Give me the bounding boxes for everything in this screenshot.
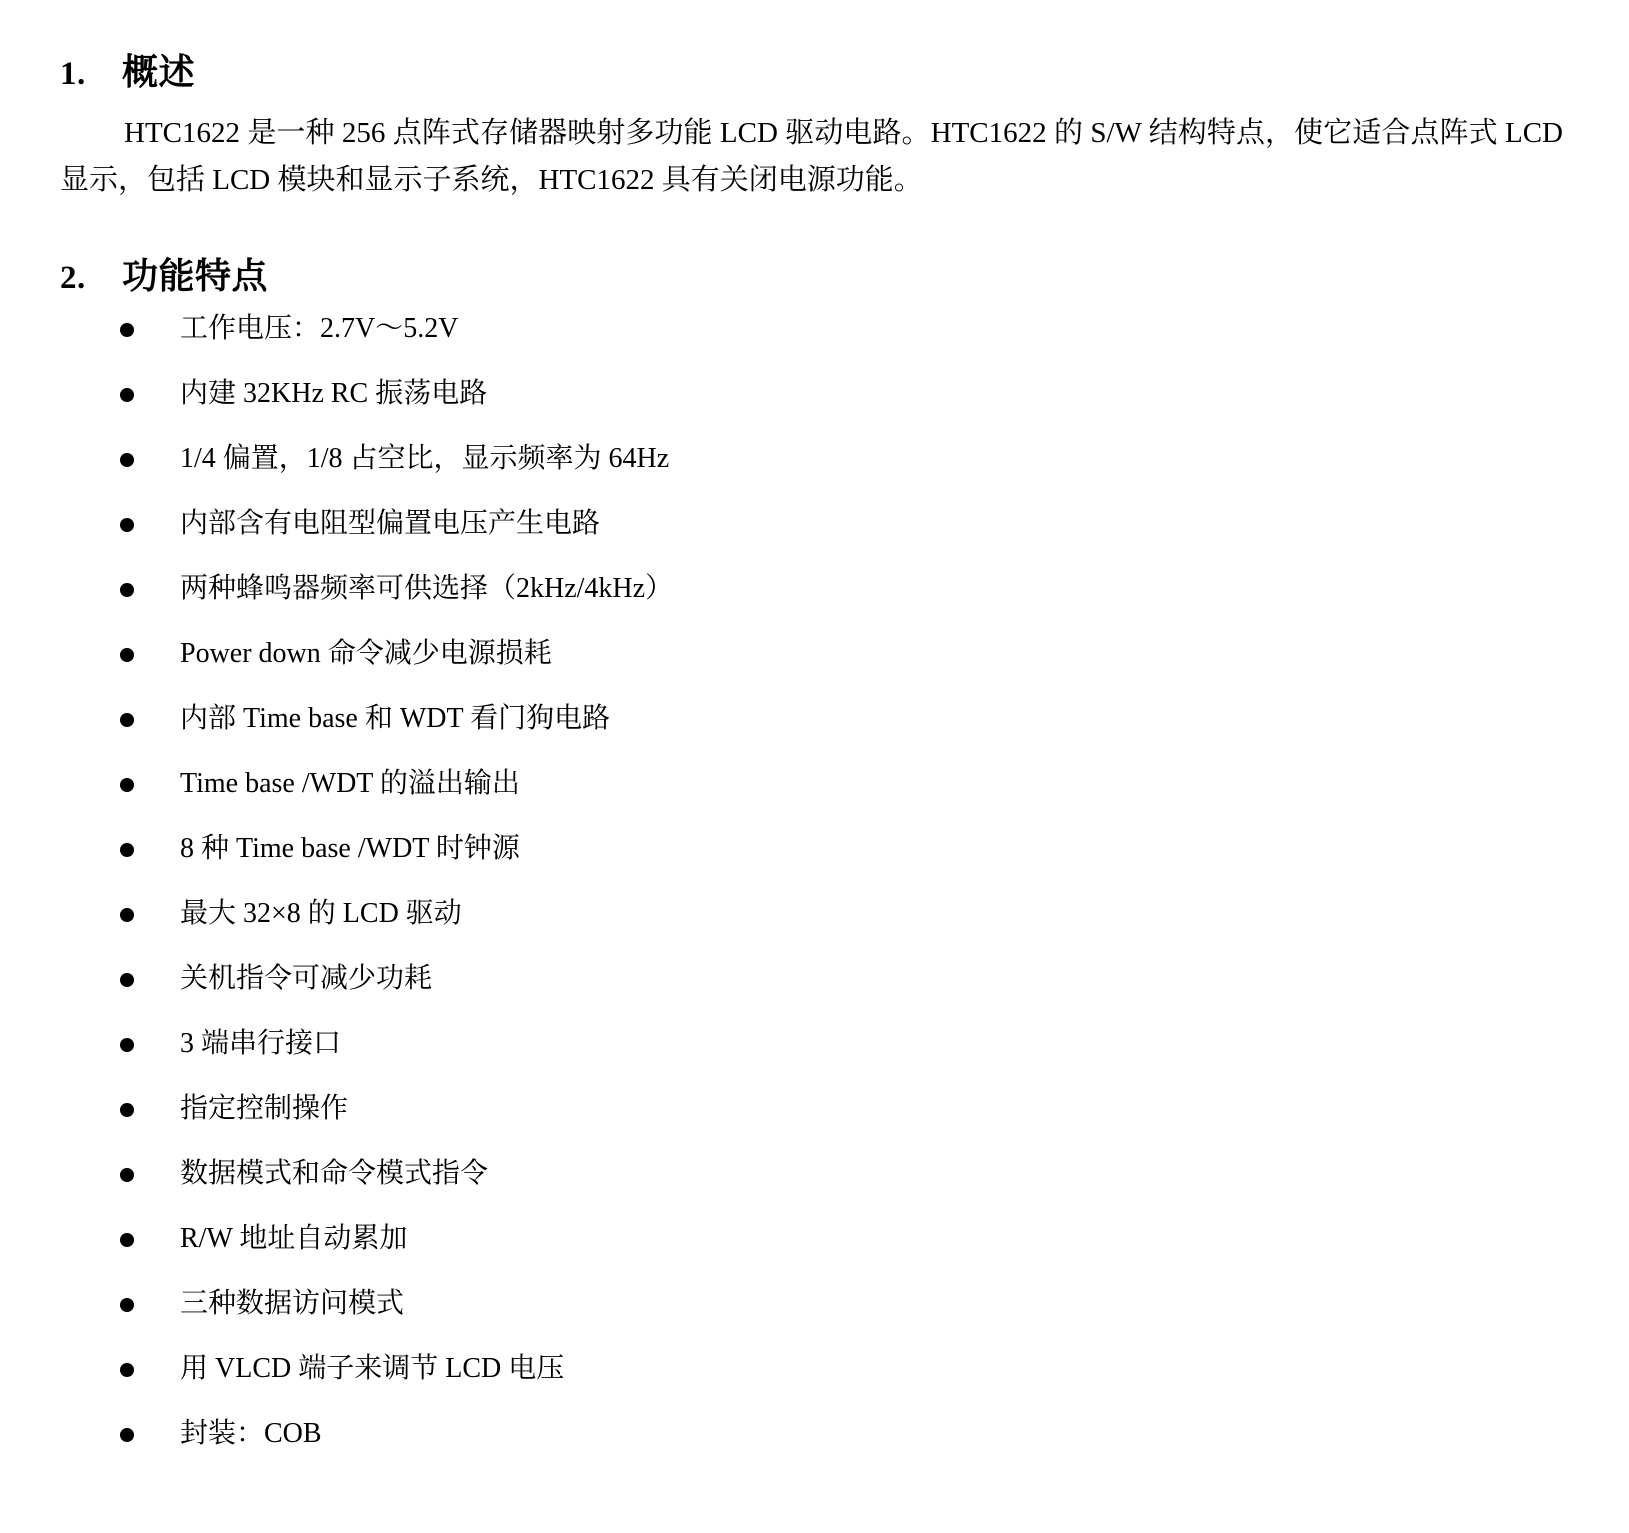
overview-paragraph: HTC1622 是一种 256 点阵式存储器映射多功能 LCD 驱动电路。HTC1622 的 S/W 结构特点，使它适合点阵式 LCD 显示，包括 LCD 模块和显示子系统，HTC1622 具有关闭电源功能。 [60,116,1563,196]
list-item-label: 封装：COB [180,1417,322,1449]
section-heading-overview [60,52,1569,94]
list-item-label: 内部 Time base 和 WDT 看门狗电路 [180,702,611,734]
list-item [60,312,1569,346]
list-item-label: 最大 32×8 的 LCD 驱动 [180,897,462,929]
list-item [60,442,1569,476]
list-item [60,702,1569,736]
bullet-icon [120,518,134,532]
list-item [60,1352,1569,1386]
list-item [60,1157,1569,1191]
section-number: 2. [60,259,86,296]
bullet-icon [120,778,134,792]
list-item [60,832,1569,866]
bullet-icon [120,843,134,857]
bullet-icon [120,1038,134,1052]
bullet-icon [120,583,134,597]
list-item [60,767,1569,801]
list-item-label: 指定控制操作 [180,1092,349,1124]
list-item [60,897,1569,931]
bullet-icon [120,1298,134,1312]
list-item [60,572,1569,606]
list-item [60,377,1569,411]
list-item-label: 8 种 Time base /WDT 时钟源 [180,832,520,864]
list-item [60,1027,1569,1061]
bullet-icon [120,1168,134,1182]
list-item-label: 内部含有电阻型偏置电压产生电路 [180,507,601,539]
bullet-icon [120,1103,134,1117]
feature-list [60,312,1569,1451]
list-item [60,962,1569,996]
bullet-icon [120,973,134,987]
list-item-label: 数据模式和命令模式指令 [180,1157,489,1189]
bullet-icon [120,648,134,662]
list-item-label: R/W 地址自动累加 [180,1222,408,1254]
list-item-label: Time base /WDT 的溢出输出 [180,767,520,799]
bullet-icon [120,1233,134,1247]
bullet-icon [120,1428,134,1442]
list-item-label: Power down 命令减少电源损耗 [180,637,552,669]
list-item-label: 工作电压：2.7V～5.2V [180,312,459,344]
list-item-label: 两种蜂鸣器频率可供选择（2kHz/4kHz） [180,572,674,604]
bullet-icon [120,713,134,727]
bullet-icon [120,388,134,402]
list-item [60,1287,1569,1321]
section-heading-features [60,256,1569,298]
section-title: 功能特点 [122,255,269,297]
bullet-icon [120,908,134,922]
section-title: 概述 [122,52,196,93]
list-item-label: 1/4 偏置，1/8 占空比，显示频率为 64Hz [180,442,670,474]
bullet-icon [120,1363,134,1377]
list-item [60,1092,1569,1126]
list-item-label: 3 端串行接口 [180,1027,342,1059]
list-item [60,507,1569,541]
list-item-label: 内建 32KHz RC 振荡电路 [180,377,488,409]
bullet-icon [120,453,134,467]
list-item [60,637,1569,671]
list-item-label: 关机指令可减少功耗 [180,962,433,994]
list-item [60,1417,1569,1451]
list-item-label: 用 VLCD 端子来调节 LCD 电压 [180,1352,565,1384]
section-number: 1. [60,56,86,92]
list-item [60,1222,1569,1256]
list-item-label: 三种数据访问模式 [180,1287,405,1319]
bullet-icon [120,323,134,337]
